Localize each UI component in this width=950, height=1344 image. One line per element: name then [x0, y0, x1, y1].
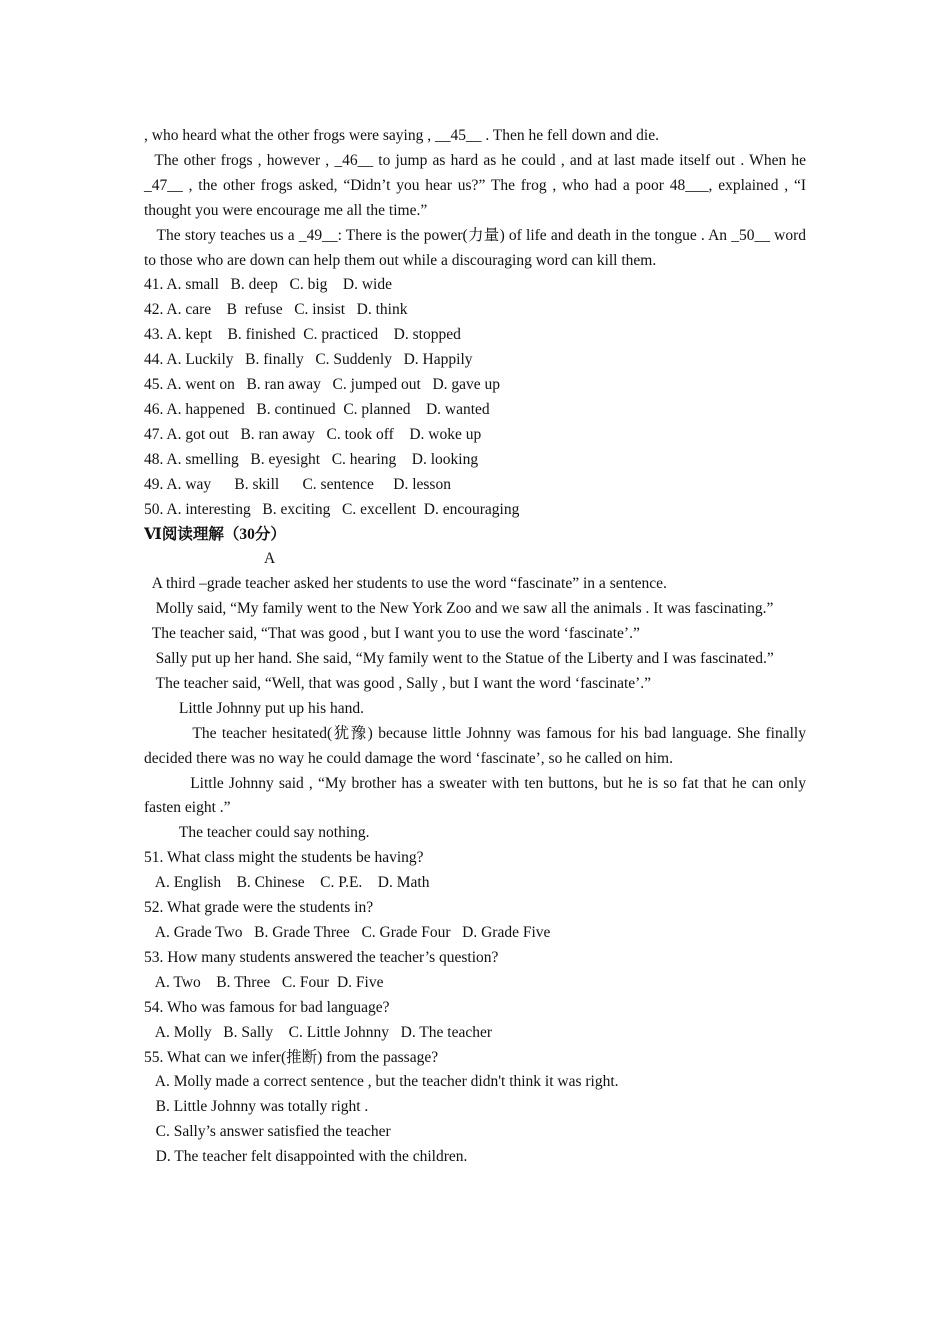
- question-options: A. Molly B. Sally C. Little Johnny D. The teacher: [144, 1023, 493, 1041]
- option-line: 46. A. happened B. continued C. planned D. wanted: [144, 400, 490, 418]
- passage-paragraph: A third –grade teacher asked her students to use the word “fascinate” in a sentence.: [144, 575, 667, 593]
- cloze-paragraph-2: The other frogs , however , _46__ to jump as hard as he could , and at last made itself out . When he _47__ , the other frogs asked, “Didn’t you hear us?” The frog , who had a poor 48___, explained , “I thought you were encourage me all the time.”: [144, 151, 806, 219]
- question-options: A. English B. Chinese C. P.E. D. Math: [144, 874, 430, 892]
- passage-paragraph: The teacher said, “Well, that was good , Sally , but I want the word ‘fascinate’.”: [144, 674, 652, 692]
- question-options: A. Grade Two B. Grade Three C. Grade Four D. Grade Five: [144, 924, 551, 941]
- cloze-options: [144, 273, 806, 522]
- option-line: 42. A. care B refuse C. insist D. think: [144, 301, 408, 319]
- cloze-paragraph-3: The story teaches us a _49__: There is the power(力量) of life and death in the tongue . An _50__ word to those who are down can help them out while a discouraging word can kill them.: [144, 226, 806, 269]
- passage-paragraph: Sally put up her hand. She said, “My family went to the Statue of the Liberty and I was fascinated.”: [144, 650, 774, 668]
- reading-passage: [144, 572, 806, 846]
- document-page: [144, 124, 806, 1170]
- question-list: [144, 846, 806, 1170]
- question-option-a: A. Molly made a correct sentence , but the teacher didn't think it was right.: [144, 1073, 619, 1091]
- option-line: 49. A. way B. skill C. sentence D. lesson: [144, 475, 451, 493]
- question-text: 53. How many students answered the teacher’s question?: [144, 948, 499, 966]
- question-option-d: D. The teacher felt disappointed with the children.: [144, 1148, 468, 1166]
- option-line: 50. A. interesting B. exciting C. excellent D. encouraging: [144, 500, 520, 518]
- question-text: 51. What class might the students be having?: [144, 849, 424, 867]
- passage-paragraph: The teacher said, “That was good , but I want you to use the word ‘fascinate’.”: [144, 625, 640, 643]
- passage-paragraph: The teacher hesitated(犹豫) because little Johnny was famous for his bad language. She finally decided there was no way he could damage the word ‘fascinate’, so he called on him.: [144, 724, 806, 767]
- question-options: A. Two B. Three C. Four D. Five: [144, 973, 384, 991]
- passage-label: A: [264, 550, 276, 568]
- option-line: 43. A. kept B. finished C. practiced D. stopped: [144, 326, 461, 344]
- question-text: 54. Who was famous for bad language?: [144, 998, 390, 1016]
- option-line: 41. A. small B. deep C. big D. wide: [144, 276, 392, 294]
- passage-paragraph: The teacher could say nothing.: [144, 824, 370, 842]
- option-line: 48. A. smelling B. eyesight C. hearing D. looking: [144, 450, 479, 468]
- question-text: 52. What grade were the students in?: [144, 899, 374, 917]
- question-option-c: C. Sally’s answer satisfied the teacher: [144, 1123, 391, 1141]
- cloze-paragraph-end: , who heard what the other frogs were saying , __45__ . Then he fell down and die.: [144, 127, 659, 144]
- option-line: 44. A. Luckily B. finally C. Suddenly D. Happily: [144, 351, 473, 369]
- question-option-b: B. Little Johnny was totally right .: [144, 1098, 369, 1116]
- passage-paragraph: Little Johnny said , “My brother has a sweater with ten buttons, but he is so fat that he can only fasten eight .”: [144, 774, 806, 817]
- section-heading: Ⅵ阅读理解（30分）: [144, 525, 286, 543]
- option-line: 45. A. went on B. ran away C. jumped out D. gave up: [144, 376, 501, 394]
- passage-paragraph: Molly said, “My family went to the New York Zoo and we saw all the animals . It was fascinating.”: [144, 600, 774, 618]
- question-text: 55. What can we infer(推断) from the passage?: [144, 1048, 439, 1066]
- passage-paragraph: Little Johnny put up his hand.: [144, 699, 365, 717]
- option-line: 47. A. got out B. ran away C. took off D. woke up: [144, 425, 482, 443]
